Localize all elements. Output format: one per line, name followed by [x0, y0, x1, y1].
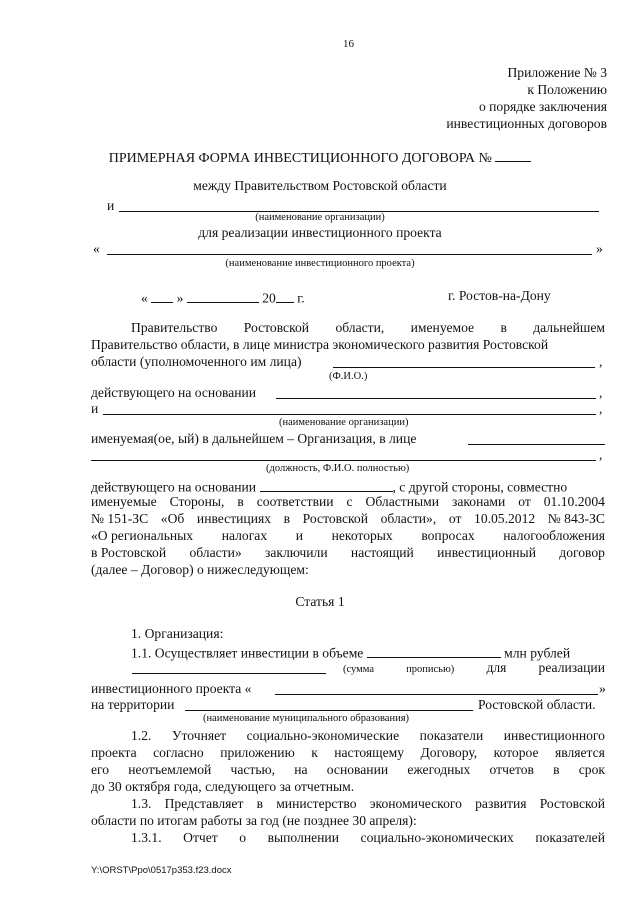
amount-blank: [367, 643, 501, 658]
org-name-blank: [119, 197, 599, 212]
word: социально-экономических: [360, 830, 514, 845]
year-suffix: г.: [297, 290, 305, 306]
fio-blank: [333, 353, 595, 368]
text: млн рублей: [504, 645, 571, 661]
contract-number-blank: [495, 147, 531, 162]
appendix-line: к Положению: [527, 82, 607, 97]
word: (сумма: [343, 664, 375, 675]
word: в Ростовской: [91, 545, 167, 560]
quote-open: «: [93, 241, 100, 256]
word: законами: [451, 494, 506, 509]
word: выполнении: [267, 830, 339, 845]
person-blank: [468, 430, 605, 445]
preamble-line-13: (далее – Договор) о нижеследующем:: [91, 562, 309, 577]
word: № 151-ЗС: [91, 511, 149, 526]
word: показатели: [419, 728, 484, 743]
article-heading: Статья 1: [295, 594, 345, 609]
clause-1-1-line4a: на территории: [91, 697, 175, 712]
word: договор: [559, 545, 605, 560]
preamble-line-10: [91, 511, 605, 527]
word: основании: [326, 762, 389, 777]
word: проекта: [91, 745, 137, 760]
preamble-and: и: [91, 401, 99, 416]
word: в: [553, 762, 560, 777]
word: к: [311, 745, 318, 760]
city: г. Ростов-на-Дону: [448, 288, 551, 303]
word: о: [239, 830, 247, 845]
preamble-line-12: [91, 545, 605, 561]
word: Правительство: [131, 320, 218, 335]
word: в: [237, 494, 244, 509]
municipal-hint: (наименование муниципального образования): [203, 713, 410, 724]
for-project-line: для реализации инвестиционного проекта: [198, 225, 442, 240]
word: прописью): [406, 664, 455, 675]
word: приложению: [220, 745, 295, 760]
clause-1-3-line2: области по итогам работы за год (не позднее 30 апреля):: [91, 813, 417, 828]
preamble-line-1: [131, 320, 605, 336]
text: 1.1. Осуществляет инвестиции в объеме: [131, 645, 364, 661]
quote-close-2: »: [599, 681, 606, 696]
word: срок: [578, 762, 605, 777]
org-name-hint: (наименование организации): [255, 212, 385, 223]
year-prefix: 20: [262, 290, 276, 306]
clause-1-2-line4: до 30 октября года, следующего за отчетным.: [91, 779, 355, 794]
project-name-hint: (наименование инвестиционного проекта): [225, 258, 415, 269]
word: Уточняет: [171, 728, 227, 743]
preamble-line-4: действующего на основании: [91, 385, 257, 400]
word: министерство: [276, 796, 357, 811]
word: инвестиционного: [503, 728, 605, 743]
word: с: [346, 494, 353, 509]
word: некоторых: [331, 528, 393, 543]
word: Ростовской: [302, 511, 368, 526]
word: в: [500, 320, 507, 335]
word: «Об: [160, 511, 185, 526]
word: для: [486, 660, 507, 675]
date-line: [141, 288, 305, 307]
word: 1.3.: [131, 796, 152, 811]
clause-1-2-line3: [91, 762, 605, 778]
word: Ростовской: [243, 320, 310, 335]
word: 1.3.1.: [131, 830, 162, 845]
clause-1-1-row2: [343, 660, 605, 676]
comma: ,: [599, 354, 603, 369]
preamble-line-8: [91, 477, 567, 496]
word: его: [91, 762, 110, 777]
basis-blank: [276, 384, 596, 399]
comma: ,: [599, 401, 603, 416]
word: налогообложения: [503, 528, 605, 543]
word: № 843-ЗС: [547, 511, 605, 526]
date-quote-open: «: [141, 290, 148, 306]
comma: ,: [599, 385, 603, 400]
between-line: между Правительством Ростовской области: [193, 178, 447, 193]
word: согласно: [153, 745, 204, 760]
word: налогах: [221, 528, 268, 543]
org-blank: [103, 400, 596, 415]
text: действующего на основании: [91, 479, 257, 495]
word: ежегодных: [407, 762, 471, 777]
appendix-line: о порядке заключения: [478, 99, 607, 114]
word: заключили: [265, 545, 328, 560]
word: реализации: [538, 660, 605, 675]
date-quote-close: »: [176, 290, 184, 306]
word: области»,: [380, 511, 437, 526]
word: Ростовской: [539, 796, 605, 811]
appendix-block: [446, 64, 607, 132]
clause-1-1-line3: инвестиционного проекта «: [91, 681, 252, 696]
word: соответствии: [256, 494, 334, 509]
word: инвестициях: [196, 511, 272, 526]
and-label: и: [107, 198, 115, 213]
word: неотъемлемой: [128, 762, 212, 777]
word: экономического: [369, 796, 462, 811]
appendix-line: Приложение № 3: [507, 65, 607, 80]
preamble-line-9: [91, 494, 605, 510]
fio-hint: (Ф.И.О.): [329, 371, 368, 382]
appendix-line: инвестиционных договоров: [446, 116, 607, 131]
position-blank: [91, 446, 596, 461]
word: частью,: [230, 762, 276, 777]
word: отчетов: [489, 762, 534, 777]
clause-1-3-line1: [131, 796, 605, 812]
clause-1-2-line2: [91, 745, 605, 761]
clause-1-1-line4b: Ростовской области.: [478, 697, 596, 712]
preamble-line-3: области (уполномоченного им лица): [91, 354, 302, 369]
territory-blank: [185, 696, 473, 711]
month-blank: [187, 288, 259, 303]
clause-1-3-1: [131, 830, 605, 846]
word: «О региональных: [91, 528, 194, 543]
amount-words-blank: [132, 659, 326, 674]
project-name-blank: [107, 240, 592, 255]
word: развития: [475, 796, 527, 811]
word: показателей: [535, 830, 605, 845]
footer-file-path: Y:\ORST\Ppo\0517p353.f23.docx: [91, 865, 232, 876]
page-number: 16: [343, 38, 354, 50]
basis-blank-2: [260, 477, 393, 492]
text: , с другой стороны, совместно: [392, 479, 568, 495]
comma: ,: [599, 447, 603, 462]
clause-1-2-line1: [131, 728, 605, 744]
org-hint: (наименование организации): [279, 417, 409, 428]
word: социально-экономические: [246, 728, 400, 743]
word: Представляет: [164, 796, 244, 811]
word: настоящему: [334, 745, 405, 760]
word: в: [256, 796, 263, 811]
word: Областными: [365, 494, 439, 509]
word: на: [294, 762, 308, 777]
title-text: ПРИМЕРНАЯ ФОРМА ИНВЕСТИЦИОННОГО ДОГОВОРА №: [108, 151, 492, 166]
document-title: [0, 147, 640, 167]
word: в: [283, 511, 291, 526]
preamble-line-6: именуемая(ое, ый) в дальнейшем – Организация, в лице: [91, 431, 417, 446]
word: от: [518, 494, 531, 509]
word: Отчет: [183, 830, 218, 845]
word: от: [448, 511, 462, 526]
word: Договору,: [420, 745, 478, 760]
word: настоящий: [350, 545, 414, 560]
quote-close: »: [596, 241, 603, 256]
word: 10.05.2012: [474, 511, 536, 526]
word: 1.2.: [131, 728, 152, 743]
preamble-line-2: Правительство области, в лице министра экономического развития Ростовской: [91, 337, 549, 352]
word: и: [295, 528, 303, 543]
word: инвестиционный: [437, 545, 536, 560]
word: является: [554, 745, 605, 760]
project-blank: [275, 680, 598, 695]
word: именуемое: [410, 320, 475, 335]
position-hint: (должность, Ф.И.О. полностью): [266, 463, 410, 474]
word: области»: [189, 545, 242, 560]
clause-1: 1. Организация:: [131, 626, 224, 641]
word: 01.10.2004: [543, 494, 605, 509]
word: дальнейшем: [533, 320, 605, 335]
word: Стороны,: [169, 494, 225, 509]
year-blank: [276, 288, 294, 303]
word: области,: [335, 320, 385, 335]
word: вопросах: [421, 528, 475, 543]
day-blank: [151, 288, 173, 303]
preamble-line-11: [91, 528, 605, 544]
word: которое: [493, 745, 539, 760]
word: именуемые: [91, 494, 157, 509]
